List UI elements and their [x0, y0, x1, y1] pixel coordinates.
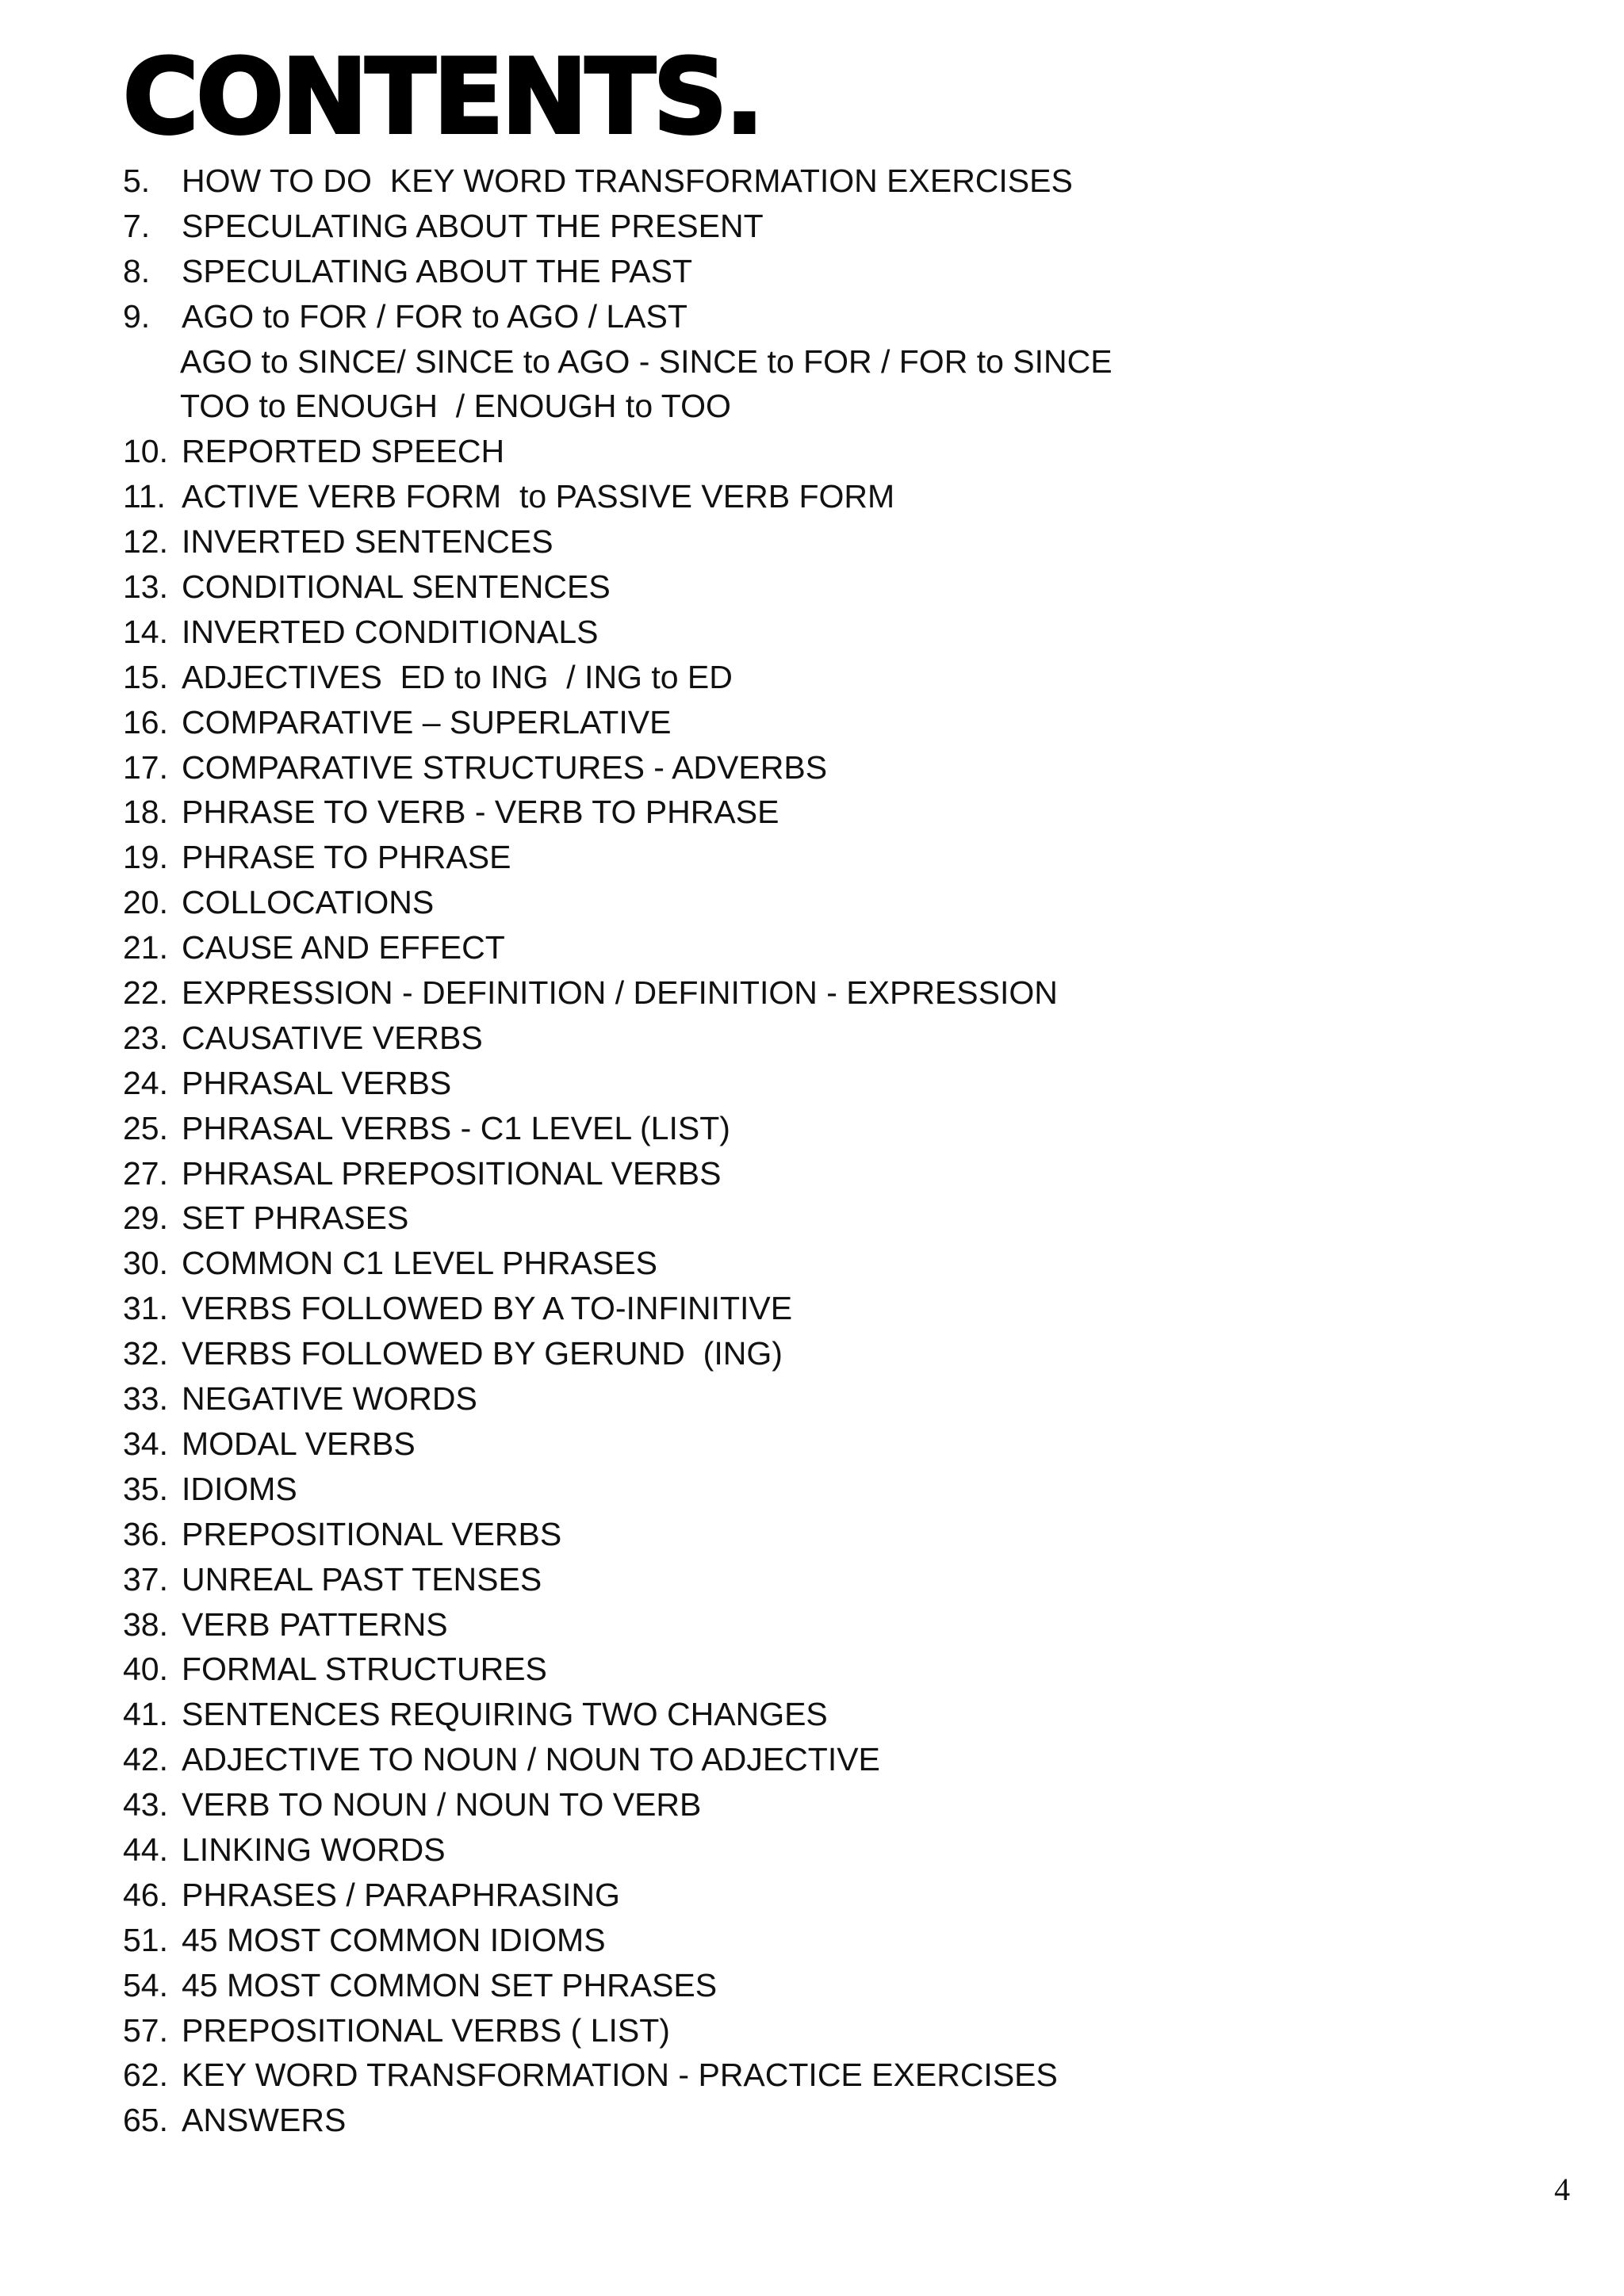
toc-entry-title: REPORTED SPEECH — [182, 433, 505, 470]
toc-entry-title: SENTENCES REQUIRING TWO CHANGES — [182, 1696, 828, 1733]
toc-entry-title: PHRASAL VERBS — [182, 1064, 452, 1101]
toc-entry-number: 21. — [123, 929, 168, 966]
toc-entry-number: 37. — [123, 1560, 168, 1598]
toc-entry — [123, 1737, 1550, 1782]
toc-entry-title: PREPOSITIONAL VERBS ( LIST) — [182, 2011, 670, 2049]
toc-entry-number: 36. — [123, 1515, 168, 1552]
toc-entry-number: 19. — [123, 839, 168, 876]
toc-entry-number: 33. — [123, 1380, 168, 1418]
toc-entry-number: 41. — [123, 1696, 168, 1733]
toc-entry-title: COMPARATIVE – SUPERLATIVE — [182, 703, 672, 740]
toc-entry-title: PHRASAL VERBS - C1 LEVEL (LIST) — [182, 1109, 730, 1146]
toc-entry-number: 40. — [123, 1651, 168, 1688]
toc-entry — [123, 790, 1550, 835]
toc-entry-title: COMPARATIVE STRUCTURES - ADVERBS — [182, 748, 828, 786]
toc-entry — [123, 519, 1550, 564]
toc-entry-title: PREPOSITIONAL VERBS — [182, 1515, 562, 1552]
toc-entry — [123, 1376, 1550, 1422]
toc-entry — [123, 1106, 1550, 1151]
toc-entry-number: 5. — [123, 163, 151, 199]
toc-entry — [123, 880, 1550, 925]
toc-entry — [123, 339, 1550, 385]
toc-entry-title: ANSWERS — [182, 2102, 347, 2139]
toc-entry-number: 23. — [123, 1019, 168, 1056]
toc-entry — [123, 1196, 1550, 1241]
toc-entry-title: ADJECTIVES ED to ING / ING to ED — [182, 658, 733, 695]
toc-entry-number: 13. — [123, 568, 168, 606]
table-of-contents — [123, 159, 1550, 2143]
toc-entry — [123, 700, 1550, 745]
toc-entry-number: 27. — [123, 1154, 168, 1192]
toc-entry-title: TOO to ENOUGH / ENOUGH to TOO — [180, 388, 731, 425]
toc-entry-title: SPECULATING ABOUT THE PRESENT — [182, 207, 764, 244]
toc-entry-title: MODAL VERBS — [182, 1425, 416, 1462]
toc-entry-title: PHRASE TO VERB - VERB TO PHRASE — [182, 794, 779, 831]
toc-entry-number: 14. — [123, 613, 168, 650]
toc-entry-title: LINKING WORDS — [182, 1831, 446, 1868]
toc-entry-number: 18. — [123, 794, 168, 831]
toc-entry — [123, 1331, 1550, 1376]
toc-entry — [123, 655, 1550, 700]
toc-entry — [123, 1918, 1550, 1963]
toc-entry-title: PHRASES / PARAPHRASING — [182, 1876, 620, 1913]
toc-entry-title: KEY WORD TRANSFORMATION - PRACTICE EXERCISES — [182, 2057, 1058, 2094]
toc-entry-number: 10. — [123, 433, 168, 470]
toc-entry — [123, 835, 1550, 880]
toc-entry-number: 16. — [123, 703, 168, 740]
toc-entry — [123, 610, 1550, 655]
toc-entry-title: COMMON C1 LEVEL PHRASES — [182, 1245, 657, 1282]
toc-entry-title: FORMAL STRUCTURES — [182, 1651, 547, 1688]
toc-entry-number: 43. — [123, 1786, 168, 1823]
toc-entry — [123, 1557, 1550, 1602]
toc-entry — [123, 1016, 1550, 1061]
toc-entry-number: 34. — [123, 1425, 168, 1462]
toc-entry — [123, 294, 1550, 339]
toc-entry — [123, 564, 1550, 610]
toc-entry-title: SPECULATING ABOUT THE PAST — [182, 252, 693, 289]
toc-entry-number: 17. — [123, 748, 168, 786]
toc-entry — [123, 1467, 1550, 1512]
toc-entry — [123, 1692, 1550, 1737]
toc-entry-number: 51. — [123, 1921, 168, 1958]
toc-entry — [123, 159, 1550, 204]
toc-entry — [123, 2098, 1550, 2143]
toc-entry-title: INVERTED CONDITIONALS — [182, 613, 599, 650]
toc-entry — [123, 745, 1550, 790]
toc-entry-number: 44. — [123, 1831, 168, 1868]
toc-entry — [123, 1782, 1550, 1827]
toc-entry-number: 7. — [123, 207, 151, 244]
toc-entry-title: PHRASAL PREPOSITIONAL VERBS — [182, 1154, 722, 1192]
toc-entry — [123, 1963, 1550, 2008]
toc-entry — [123, 2008, 1550, 2053]
toc-entry-title: UNREAL PAST TENSES — [182, 1560, 542, 1598]
toc-entry-number: 22. — [123, 974, 168, 1012]
toc-entry-title: IDIOMS — [182, 1470, 297, 1507]
toc-entry-title: VERB PATTERNS — [182, 1605, 448, 1643]
toc-entry-number: 62. — [123, 2057, 168, 2094]
toc-entry-title: AGO to SINCE/ SINCE to AGO - SINCE to FOR / FOR to SINCE — [180, 342, 1113, 380]
toc-entry-title: 45 MOST COMMON SET PHRASES — [182, 1966, 718, 2003]
toc-entry — [123, 1422, 1550, 1467]
toc-entry-number: 12. — [123, 523, 168, 561]
toc-entry-title: INVERTED SENTENCES — [182, 523, 553, 561]
toc-entry — [123, 1647, 1550, 1692]
toc-entry-number: 11. — [123, 478, 166, 515]
toc-entry-title: ADJECTIVE TO NOUN / NOUN TO ADJECTIVE — [182, 1741, 880, 1778]
toc-entry — [123, 249, 1550, 294]
toc-entry — [123, 970, 1550, 1016]
toc-entry — [123, 474, 1550, 519]
toc-entry — [123, 925, 1550, 970]
page-number: 4 — [1554, 2172, 1570, 2207]
toc-entry-number: 9. — [123, 297, 151, 335]
toc-entry-title: HOW TO DO KEY WORD TRANSFORMATION EXERCISES — [182, 163, 1073, 199]
toc-entry-number: 54. — [123, 1966, 168, 2003]
toc-entry-number: 24. — [123, 1064, 168, 1101]
toc-entry — [123, 1873, 1550, 1918]
toc-entry — [123, 1602, 1550, 1647]
toc-entry-title: CONDITIONAL SENTENCES — [182, 568, 611, 606]
toc-entry — [123, 1827, 1550, 1873]
toc-entry-number: 8. — [123, 252, 151, 289]
toc-entry-title: PHRASE TO PHRASE — [182, 839, 511, 876]
toc-entry — [123, 1241, 1550, 1286]
toc-entry — [123, 2053, 1550, 2098]
toc-entry — [123, 1151, 1550, 1196]
toc-entry-title: VERBS FOLLOWED BY GERUND (ING) — [182, 1335, 783, 1372]
toc-entry-number: 32. — [123, 1335, 168, 1372]
toc-entry-title: CAUSATIVE VERBS — [182, 1019, 483, 1056]
toc-entry-number: 35. — [123, 1470, 168, 1507]
toc-entry-title: ACTIVE VERB FORM to PASSIVE VERB FORM — [182, 478, 895, 515]
toc-entry-title: CAUSE AND EFFECT — [182, 929, 505, 966]
toc-entry-number: 30. — [123, 1245, 168, 1282]
toc-entry-title: EXPRESSION - DEFINITION / DEFINITION - EXPRESSION — [182, 974, 1058, 1012]
toc-entry — [123, 1286, 1550, 1331]
toc-entry-number: 42. — [123, 1741, 168, 1778]
toc-entry-title: 45 MOST COMMON IDIOMS — [182, 1921, 606, 1958]
toc-entry-title: SET PHRASES — [182, 1200, 409, 1237]
toc-entry-title: VERBS FOLLOWED BY A TO-INFINITIVE — [182, 1290, 793, 1327]
toc-entry-number: 20. — [123, 884, 168, 921]
toc-entry-number: 15. — [123, 658, 168, 695]
toc-entry-title: VERB TO NOUN / NOUN TO VERB — [182, 1786, 702, 1823]
page-title: CONTENTS. — [123, 36, 762, 157]
toc-entry-number: 29. — [123, 1200, 168, 1237]
toc-entry — [123, 429, 1550, 474]
toc-entry — [123, 1512, 1550, 1557]
toc-entry-number: 25. — [123, 1109, 168, 1146]
toc-entry-number: 57. — [123, 2011, 168, 2049]
toc-entry-number: 38. — [123, 1605, 168, 1643]
toc-entry-title: COLLOCATIONS — [182, 884, 435, 921]
toc-entry-number: 65. — [123, 2102, 168, 2139]
toc-entry — [123, 204, 1550, 249]
toc-entry — [123, 1061, 1550, 1106]
toc-entry — [123, 384, 1550, 429]
toc-entry-number: 31. — [123, 1290, 168, 1327]
toc-entry-title: AGO to FOR / FOR to AGO / LAST — [182, 297, 688, 335]
toc-entry-number: 46. — [123, 1876, 168, 1913]
toc-entry-title: NEGATIVE WORDS — [182, 1380, 477, 1418]
